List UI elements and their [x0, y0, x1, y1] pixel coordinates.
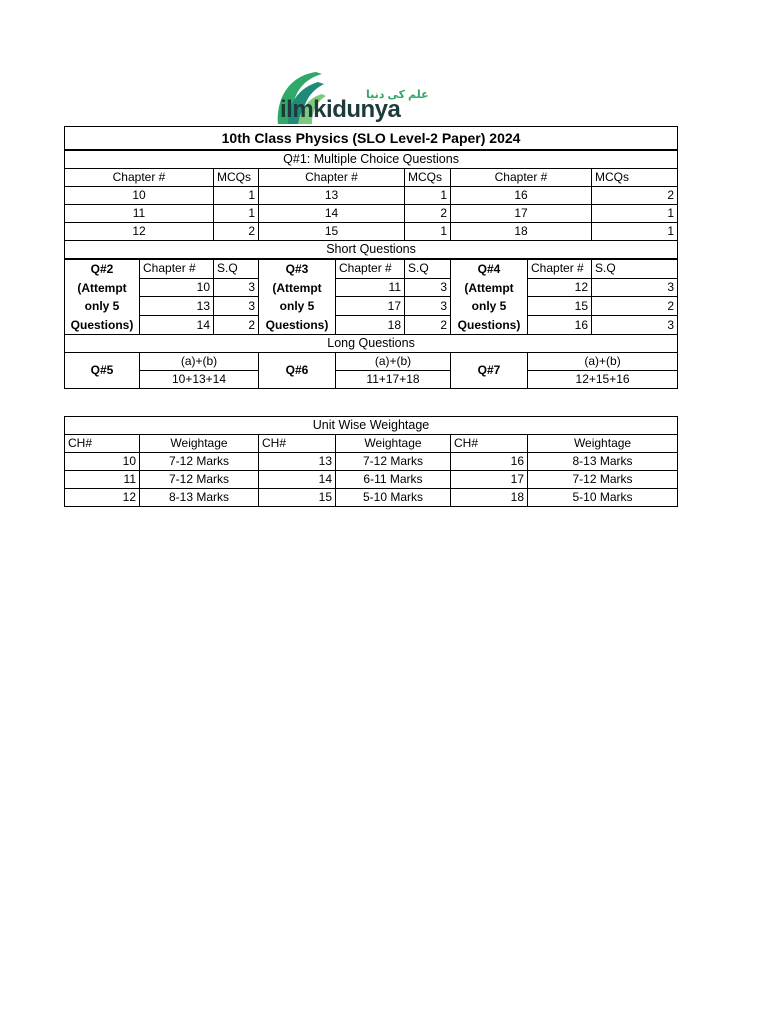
weightage-ch: 14 [259, 471, 336, 489]
mcq-chapter: 10 [65, 187, 214, 205]
weightage-ch: 10 [65, 453, 140, 471]
table-row [65, 371, 678, 389]
mcq-count: 2 [214, 223, 259, 241]
weightage-marks: 7-12 Marks [140, 453, 259, 471]
group-note: (Attempt [272, 280, 322, 295]
weightage-ch: 17 [451, 471, 528, 489]
sq-count: 2 [214, 316, 259, 335]
sq-chapter: 11 [336, 278, 405, 297]
group-note: only 5 [279, 299, 315, 313]
group-label: Q#4 [477, 262, 501, 276]
table-row [65, 187, 678, 205]
mcq-count: 1 [592, 223, 678, 241]
weightage-marks: 8-13 Marks [140, 489, 259, 507]
logo-urdu-text: علم کی دنیا [366, 89, 429, 101]
sq-chapter: 13 [140, 297, 214, 316]
mcq-header-mcqs: MCQs [592, 169, 678, 187]
group-note: Questions) [265, 317, 329, 332]
mcq-chapter: 16 [451, 187, 592, 205]
sq-header-chapter: Chapter # [528, 259, 592, 278]
group-note: (Attempt [464, 280, 514, 295]
table-row [65, 205, 678, 223]
short-group-q3 [259, 259, 336, 335]
long-parts: (a)+(b) [336, 353, 451, 371]
paper-scheme-table [64, 126, 678, 389]
sq-count: 3 [592, 278, 678, 297]
weightage-heading: Unit Wise Weightage [65, 417, 678, 435]
weightage-marks: 5-10 Marks [528, 489, 678, 507]
weightage-ch: 15 [259, 489, 336, 507]
mcq-count: 1 [405, 187, 451, 205]
long-group-label: Q#5 [65, 353, 140, 389]
group-note: only 5 [471, 299, 507, 313]
group-label: Q#3 [285, 262, 309, 276]
weightage-marks: 7-12 Marks [336, 453, 451, 471]
sq-chapter: 16 [528, 316, 592, 335]
mcq-chapter: 17 [451, 205, 592, 223]
mcq-count: 1 [214, 205, 259, 223]
long-questions-heading: Long Questions [65, 335, 678, 353]
weightage-ch: 18 [451, 489, 528, 507]
sq-count: 3 [214, 297, 259, 316]
mcq-heading: Q#1: Multiple Choice Questions [65, 150, 678, 169]
mcq-count: 2 [592, 187, 678, 205]
table-row [65, 453, 678, 471]
sq-count: 2 [405, 316, 451, 335]
long-group-label: Q#6 [259, 353, 336, 389]
weightage-marks: 7-12 Marks [140, 471, 259, 489]
weightage-ch: 13 [259, 453, 336, 471]
weightage-ch: 12 [65, 489, 140, 507]
short-group-q4 [451, 259, 528, 335]
table-row [65, 297, 678, 316]
long-group-label: Q#7 [451, 353, 528, 389]
sq-chapter: 12 [528, 278, 592, 297]
table-row [65, 316, 678, 335]
group-note: only 5 [84, 299, 120, 313]
short-questions-heading: Short Questions [65, 241, 678, 260]
mcq-chapter: 12 [65, 223, 214, 241]
table-row [65, 223, 678, 241]
group-note: Questions) [70, 317, 134, 332]
long-parts: (a)+(b) [528, 353, 678, 371]
mcq-chapter: 15 [259, 223, 405, 241]
table-row [65, 278, 678, 297]
long-chapters: 11+17+18 [336, 371, 451, 389]
sq-header-chapter: Chapter # [140, 259, 214, 278]
weightage-marks: 7-12 Marks [528, 471, 678, 489]
weightage-header-ch: CH# [259, 435, 336, 453]
sq-header-sq: S.Q [214, 259, 259, 278]
sq-count: 3 [592, 316, 678, 335]
weightage-ch: 11 [65, 471, 140, 489]
sq-header-chapter: Chapter # [336, 259, 405, 278]
sq-chapter: 14 [140, 316, 214, 335]
mcq-header-chapter: Chapter # [451, 169, 592, 187]
paper-title: 10th Class Physics (SLO Level-2 Paper) 2024 [65, 127, 678, 151]
short-group-q2 [65, 259, 140, 335]
weightage-header-weight: Weightage [528, 435, 678, 453]
weightage-marks: 8-13 Marks [528, 453, 678, 471]
weightage-header-ch: CH# [65, 435, 140, 453]
table-row [65, 353, 678, 371]
ilmkidunya-logo [272, 70, 432, 126]
long-chapters: 10+13+14 [140, 371, 259, 389]
table-row [65, 259, 678, 278]
table-row [65, 489, 678, 507]
group-note: (Attempt [77, 280, 127, 295]
table-row [65, 471, 678, 489]
weightage-ch: 16 [451, 453, 528, 471]
sq-count: 3 [405, 278, 451, 297]
weightage-header-weight: Weightage [140, 435, 259, 453]
sq-chapter: 18 [336, 316, 405, 335]
mcq-chapter: 18 [451, 223, 592, 241]
sq-header-sq: S.Q [592, 259, 678, 278]
long-chapters: 12+15+16 [528, 371, 678, 389]
logo-wordmark: ilmkidunya [280, 96, 401, 123]
mcq-count: 1 [405, 223, 451, 241]
group-note: Questions) [457, 317, 521, 332]
mcq-header-mcqs: MCQs [214, 169, 259, 187]
sq-count: 3 [405, 297, 451, 316]
mcq-count: 2 [405, 205, 451, 223]
weightage-marks: 6-11 Marks [336, 471, 451, 489]
mcq-chapter: 11 [65, 205, 214, 223]
long-parts: (a)+(b) [140, 353, 259, 371]
mcq-chapter: 14 [259, 205, 405, 223]
sq-count: 3 [214, 278, 259, 297]
sq-chapter: 15 [528, 297, 592, 316]
mcq-chapter: 13 [259, 187, 405, 205]
mcq-header-chapter: Chapter # [65, 169, 214, 187]
sq-chapter: 10 [140, 278, 214, 297]
mcq-count: 1 [214, 187, 259, 205]
weightage-header-ch: CH# [451, 435, 528, 453]
weightage-marks: 5-10 Marks [336, 489, 451, 507]
mcq-header-mcqs: MCQs [405, 169, 451, 187]
unit-weightage-table [64, 416, 678, 507]
sq-header-sq: S.Q [405, 259, 451, 278]
group-label: Q#2 [90, 262, 114, 276]
mcq-count: 1 [592, 205, 678, 223]
weightage-header-weight: Weightage [336, 435, 451, 453]
sq-count: 2 [592, 297, 678, 316]
sq-chapter: 17 [336, 297, 405, 316]
mcq-header-chapter: Chapter # [259, 169, 405, 187]
